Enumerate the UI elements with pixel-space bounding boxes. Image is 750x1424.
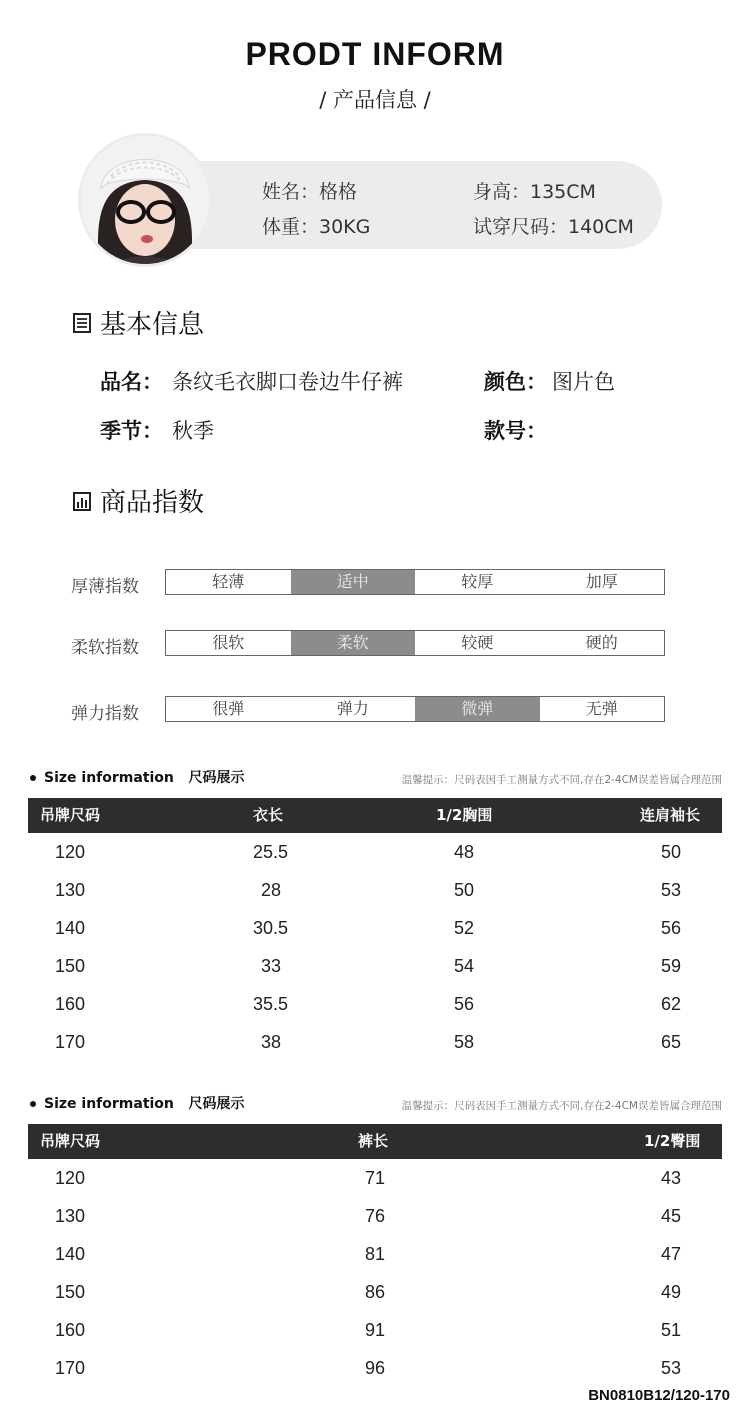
- style-no-label: 款号：: [484, 419, 547, 443]
- product-name-value: 条纹毛衣脚口卷边牛仔裤: [172, 370, 403, 394]
- table-cell: 91: [365, 1320, 386, 1340]
- size-table-1-header: [28, 798, 722, 833]
- elasticity-option: 弹力: [336, 699, 369, 718]
- table-cell: 54: [454, 956, 475, 976]
- season-value: 秋季: [172, 419, 214, 443]
- softness-option: 硬的: [585, 633, 618, 652]
- softness-option: 较硬: [461, 633, 494, 652]
- model-weight: 体重：30KG: [262, 216, 371, 238]
- table-cell: 33: [261, 956, 282, 976]
- size-table-1-title: Size information 尺码展示: [30, 767, 245, 787]
- table-cell: 35.5: [253, 994, 289, 1014]
- softness-option-selected: 柔软: [291, 631, 416, 655]
- thickness-option: 较厚: [461, 572, 494, 591]
- table-cell: 130: [55, 1206, 86, 1226]
- column-header: 1/2胸围: [436, 806, 493, 824]
- thickness-index-label: 厚薄指数: [71, 577, 139, 597]
- color-label: 颜色：: [484, 370, 547, 394]
- bar-chart-icon: [72, 490, 92, 512]
- table-cell: 140: [55, 1244, 86, 1264]
- model-size: 试穿尺码：140CM: [473, 216, 634, 238]
- table-cell: 43: [661, 1168, 682, 1188]
- table-cell: 65: [661, 1032, 682, 1052]
- column-header: 吊牌尺码: [40, 806, 101, 824]
- table-cell: 76: [365, 1206, 386, 1226]
- bullet-icon: [30, 1101, 36, 1107]
- thickness-index-bar: [165, 569, 665, 595]
- bullet-icon: [30, 775, 36, 781]
- softness-index-label: 柔软指数: [71, 638, 139, 658]
- table-row: [28, 871, 722, 909]
- elasticity-option: 很弹: [212, 699, 245, 718]
- table-cell: 30.5: [253, 918, 289, 938]
- softness-option: 很软: [212, 633, 245, 652]
- elasticity-index-bar: [165, 696, 665, 722]
- table-cell: 49: [661, 1282, 682, 1302]
- table-row: [28, 1023, 722, 1061]
- table-cell: 170: [55, 1358, 86, 1378]
- table-row: [28, 1235, 722, 1273]
- table-cell: 150: [55, 956, 86, 976]
- table-cell: 59: [661, 956, 682, 976]
- table-row: [28, 833, 722, 871]
- product-index-heading: [72, 482, 204, 519]
- table-cell: 58: [454, 1032, 475, 1052]
- model-name: 姓名：格格: [262, 181, 358, 203]
- table-cell: 28: [261, 880, 282, 900]
- size-table-2-note: 温馨提示：尺码表因手工测量方式不同,存在2-4CM误差皆属合理范围: [401, 1100, 722, 1112]
- table-cell: 170: [55, 1032, 86, 1052]
- table-cell: 53: [661, 880, 682, 900]
- basic-info-heading-text: 基本信息: [100, 310, 205, 340]
- table-cell: 50: [454, 880, 475, 900]
- thickness-option: 加厚: [585, 572, 618, 591]
- size-table-2-title: Size information 尺码展示: [30, 1093, 245, 1113]
- table-row: [28, 909, 722, 947]
- column-header: 连肩袖长: [640, 806, 701, 824]
- table-cell: 120: [55, 842, 86, 862]
- table-cell: 150: [55, 1282, 86, 1302]
- table-cell: 120: [55, 1168, 86, 1188]
- table-row: [28, 1159, 722, 1197]
- table-cell: 81: [365, 1244, 386, 1264]
- model-avatar: [78, 133, 212, 267]
- season-label: 季节：: [100, 419, 163, 443]
- column-header: 吊牌尺码: [40, 1132, 101, 1150]
- elasticity-option-selected: 微弹: [415, 697, 540, 721]
- table-cell: 62: [661, 994, 682, 1014]
- table-cell: 56: [661, 918, 682, 938]
- table-cell: 53: [661, 1358, 682, 1378]
- table-cell: 45: [661, 1206, 682, 1226]
- column-header: 1/2臀围: [644, 1132, 701, 1150]
- table-cell: 96: [365, 1358, 386, 1378]
- column-header: 裤长: [358, 1132, 389, 1150]
- table-cell: 71: [365, 1168, 386, 1188]
- elasticity-option: 无弹: [585, 699, 618, 718]
- model-photo-icon: [81, 136, 209, 264]
- table-row: [28, 1311, 722, 1349]
- page-subtitle: / 产品信息 /: [319, 88, 431, 112]
- product-name-label: 品名：: [100, 370, 163, 394]
- table-cell: 160: [55, 994, 86, 1014]
- color-value: 图片色: [552, 370, 615, 394]
- table-cell: 86: [365, 1282, 386, 1302]
- table-row: [28, 1197, 722, 1235]
- model-height: 身高：135CM: [473, 181, 596, 203]
- table-row: [28, 1273, 722, 1311]
- thickness-option-selected: 适中: [291, 570, 416, 594]
- table-cell: 160: [55, 1320, 86, 1340]
- table-cell: 51: [661, 1320, 682, 1340]
- column-header: 衣长: [253, 806, 284, 824]
- table-cell: 130: [55, 880, 86, 900]
- table-cell: 25.5: [253, 842, 289, 862]
- table-cell: 38: [261, 1032, 282, 1052]
- thickness-option: 轻薄: [212, 572, 245, 591]
- table-cell: 47: [661, 1244, 682, 1264]
- size-table-1-note: 温馨提示：尺码表因手工测量方式不同,存在2-4CM误差皆属合理范围: [401, 774, 722, 786]
- table-cell: 140: [55, 918, 86, 938]
- table-cell: 48: [454, 842, 475, 862]
- table-row: [28, 1349, 722, 1387]
- basic-info-heading: [72, 304, 204, 341]
- size-table-2-header: [28, 1124, 722, 1159]
- elasticity-index-label: 弹力指数: [71, 704, 139, 724]
- table-row: [28, 947, 722, 985]
- table-cell: 50: [661, 842, 682, 862]
- product-index-heading-text: 商品指数: [100, 488, 205, 518]
- table-cell: 56: [454, 994, 475, 1014]
- product-code: BN0810B12/120-170: [588, 1387, 730, 1404]
- table-cell: 52: [454, 918, 475, 938]
- document-list-icon: [72, 312, 92, 334]
- page-title: PRODT INFORM: [245, 36, 505, 72]
- softness-index-bar: [165, 630, 665, 656]
- table-row: [28, 985, 722, 1023]
